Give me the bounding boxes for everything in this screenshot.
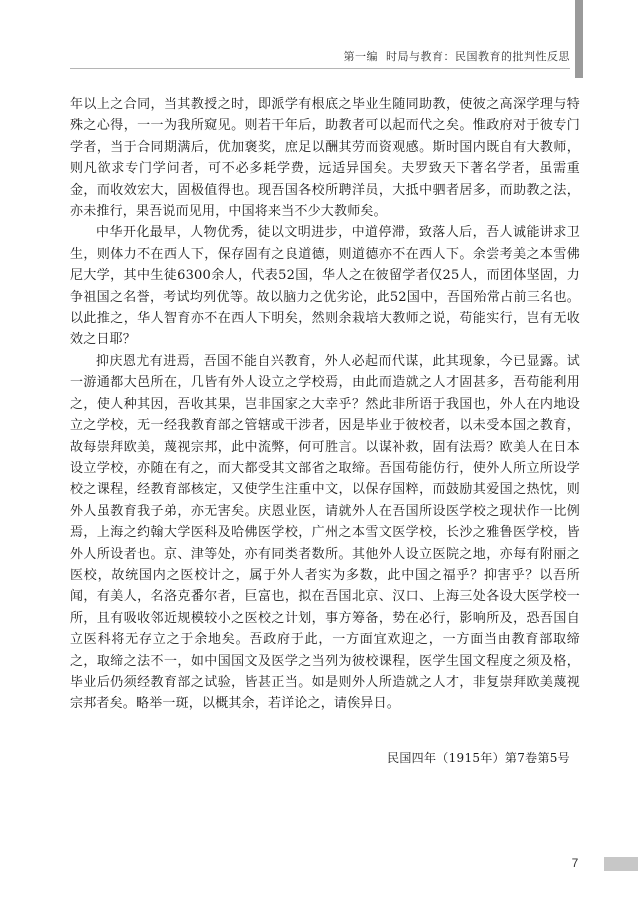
page-number: 7 <box>571 856 579 870</box>
page-edge-tab <box>604 857 638 871</box>
paragraph: 中华开化最早，人物优秀，徒以文明进步，中道停滞，致落人后，吾人诚能讲求卫生，则体力不在西人下，保存固有之良道德，则道德亦不在西人下。余尝考美之本雪佛尼大学，其中生徒6300余人，代表52国，华人之在彼留学者仅25人，而团体坚固，力争祖国之名誉，考试均列优等。故以脑力之优劣论，此52国中，吾国殆常占前三名也。以此推之，华人智育亦不在西人下明矣，然则余栽培大教师之说，苟能实行，岂有无收效之日耶？ <box>70 225 580 348</box>
header-rule <box>70 68 570 69</box>
paragraph: 抑庆恩尤有进焉，吾国不能自兴教育，外人必起而代谋，此其现象，今已显露。试一游通都大邑所在，几皆有外人设立之学校焉，由此而造就之人才固甚多，吾苟能利用之，使人种其因，吾收其果，岂非国家之大幸乎？然此非所语于我国也，外人在内地设立之学校，无一经我教育部之管辖或干涉者，因是毕业于彼校者，以未受本国之教育，故每崇拜欧美，蔑视宗邦，此中流弊，何可胜言。以谋补救，固有法焉？欧美人在日本设立学校，亦随在有之，而大都受其文部省之取缔。吾国苟能仿行，使外人所立所设学校之课程，经教育部核定，又使学生注重中文，以保存国粹，而鼓励其爱国之热忱，则外人虽教育我子弟，亦无害矣。庆恩业医，请就外人在吾国所设医学校之现状作一比例焉，上海之约翰大学医科及哈佛医学校，广州之本雪文医学校，长沙之雅鲁医学校，皆外人所设者也。京、津等处，亦有同类者数所。其他外人设立医院之地，亦每有附丽之医校，故统国内之医校计之，属于外人者实为多数，此中国之福乎？抑害乎？以吾所闻，有美人，名洛克番尔者，巨富也，拟在吾国北京、汉口、上海三处各设大医学校一所，且有吸收邻近规模较小之医校之计划，事方筹备，势在必行，影响所及，恐吾国自立医科将无存立之于余地矣。吾政府于此，一方面宜欢迎之，一方面当由教育部取缔之，取缔之法不一，如中国国文及医学之当列为彼校课程，医学生国文程度之须及格，毕业后仍须经教育部之试验，皆甚正当。如是则外人所造就之人才，非复崇拜欧美蔑视宗邦者矣。略举一斑，以概其余，若详论之，请俟异日。 <box>70 353 580 712</box>
edge-thumb-bar <box>575 0 583 78</box>
header-title: 时局与教育：民国教育的批判性反思 <box>386 50 570 63</box>
paragraph-continuation: 年以上之合同，当其教授之时，即派学有根底之毕业生随同助教，使彼之高深学理与特殊之心得，一一为我所窥见。则若干年后，助教者可以起而代之矣。惟政府对于彼专门学者，当于合同期满后，优加褒奖，庶足以酬其劳而资观感。斯时国内既自有大教师，则凡欲求专门学问者，可不必多耗学费，远适异国矣。夫罗致天下著名学者，虽需重金，而收效宏大，固极值得也。现吾国各校所聘洋员，大抵中驷者居多，而助教之法，亦未推行，果吾说而见用，中国将来当不少大教师矣。 <box>70 97 580 220</box>
article-body <box>70 94 580 715</box>
header-part: 第一编 <box>343 50 378 63</box>
running-header <box>70 48 570 64</box>
source-citation: 民国四年（1915年）第7卷第5号 <box>387 751 570 765</box>
